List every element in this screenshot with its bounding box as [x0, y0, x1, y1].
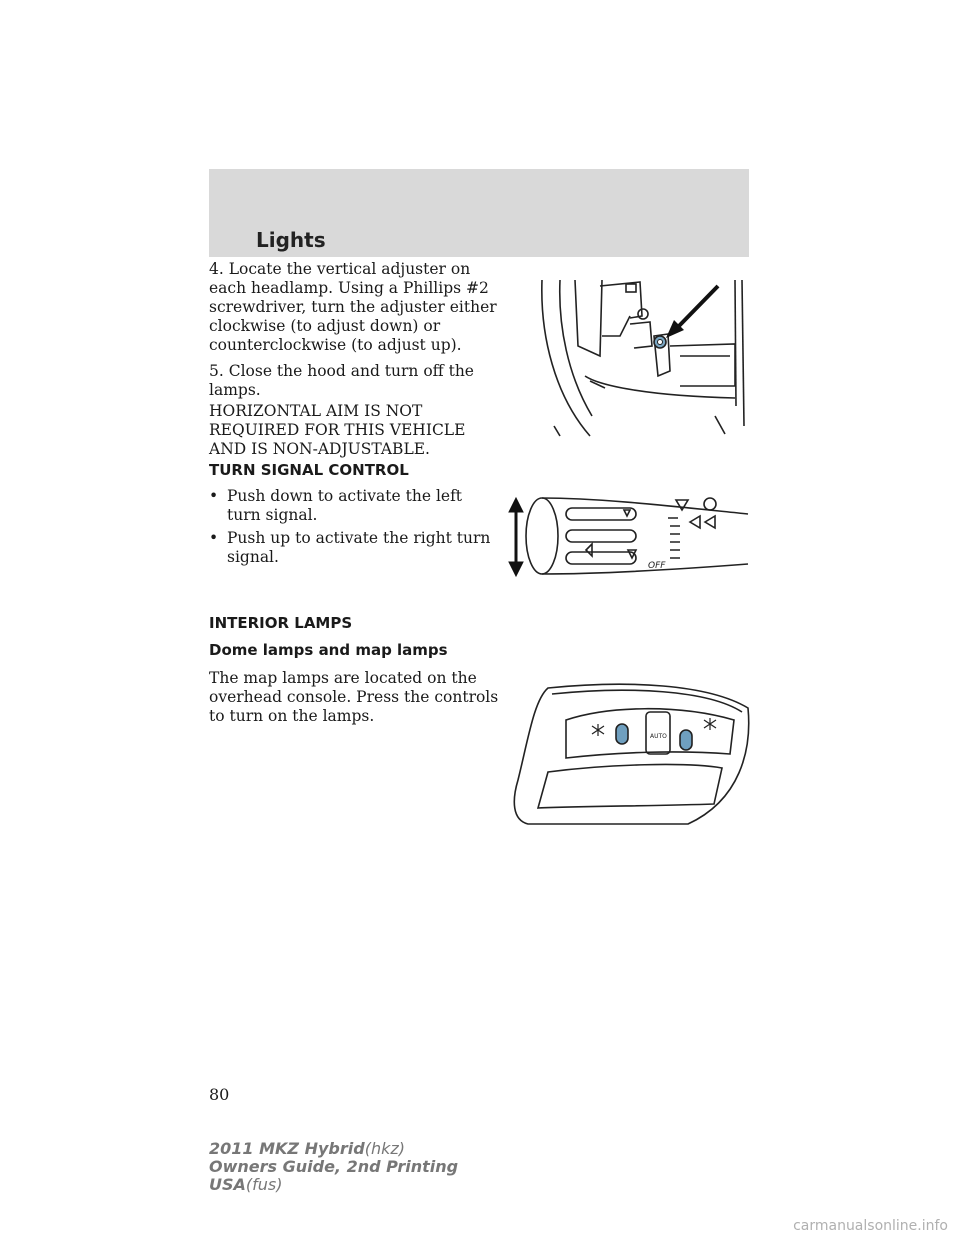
overhead-console-illustration	[508, 680, 758, 830]
turn-signal-stalk-illustration	[500, 492, 755, 580]
section-title: Lights	[256, 228, 326, 252]
watermark: carmanualsonline.info	[793, 1218, 948, 1234]
footer-model-code: (hkz)	[364, 1139, 405, 1158]
interior-lamps-heading: INTERIOR LAMPS	[209, 614, 353, 632]
footer-guide: Owners Guide, 2nd Printing	[209, 1157, 459, 1176]
adjust-step-5: 5. Close the hood and turn off the lamps.	[209, 362, 474, 399]
bullet-dot: •	[209, 487, 219, 505]
footer-market: USA	[209, 1175, 246, 1194]
bullet-text: Push up to activate the right turn signal.	[227, 529, 491, 566]
footer-model: 2011 MKZ Hybrid	[209, 1139, 365, 1158]
horizontal-aim-note: HORIZONTAL AIM IS NOT REQUIRED FOR THIS VEHICLE AND IS NON-ADJUSTABLE.	[209, 402, 466, 458]
turn-signal-heading: TURN SIGNAL CONTROL	[209, 461, 409, 479]
headlamp-adjuster-illustration	[530, 276, 755, 441]
console-auto-label: AUTO	[650, 733, 667, 740]
page-number: 80	[209, 1085, 230, 1104]
document-footer	[209, 1140, 458, 1194]
stalk-off-label: OFF	[648, 561, 666, 571]
footer-market-code: (fus)	[245, 1175, 283, 1194]
adjust-step-4: 4. Locate the vertical adjuster on each headlamp. Using a Phillips #2 screwdriver, turn the adjuster either clockwise (to adjust down) or counterclockwise (to adjust up).	[209, 260, 497, 354]
dome-map-lamps-subheading: Dome lamps and map lamps	[209, 641, 448, 659]
map-lamps-text: The map lamps are located on the overhead console. Press the controls to turn on the lamps.	[209, 669, 499, 725]
bullet-dot: •	[209, 529, 219, 547]
bullet-text: Push down to activate the left turn signal.	[227, 487, 463, 524]
